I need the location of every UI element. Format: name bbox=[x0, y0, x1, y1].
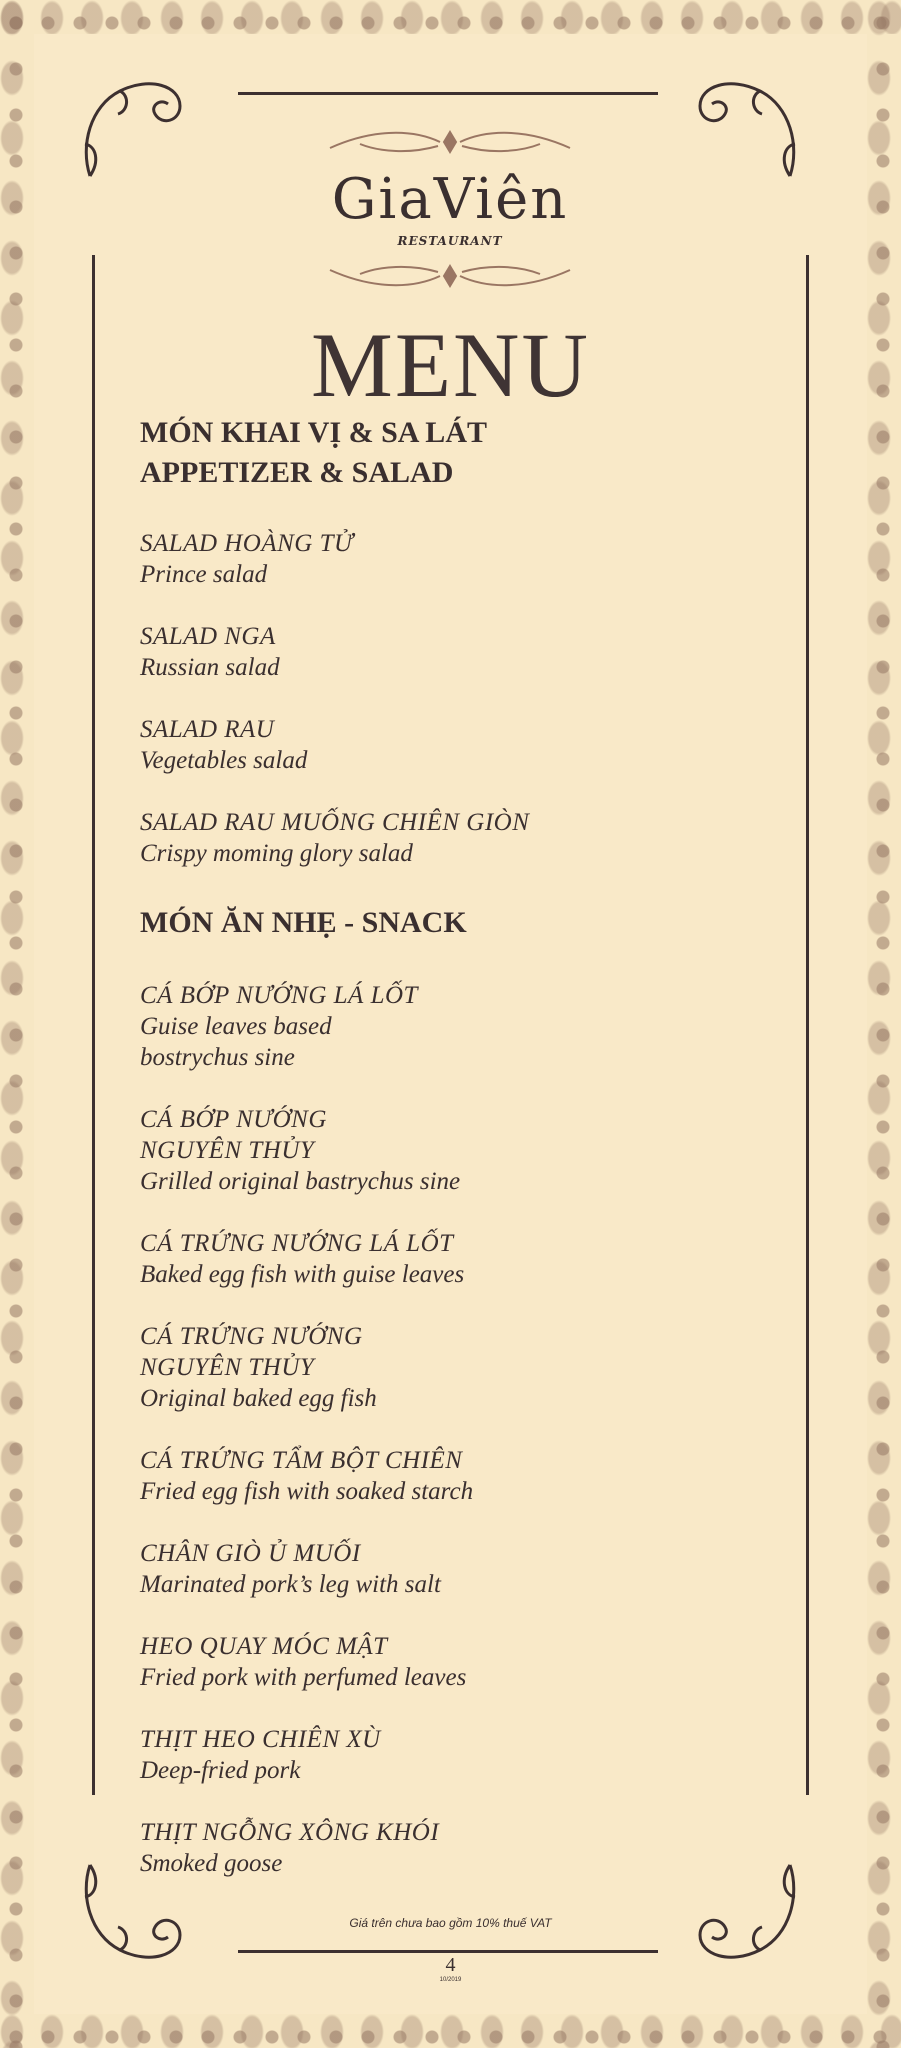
menu-item-vn: SALAD RAU MUỐNG CHIÊN GIÒN bbox=[140, 809, 530, 836]
section-heading-appetizer bbox=[140, 413, 487, 493]
page-code: 10/2019 bbox=[439, 1977, 462, 1983]
menu-item-vn: SALAD NGA bbox=[140, 623, 276, 650]
menu-item-en: Marinated pork’s leg with salt bbox=[140, 1571, 441, 1598]
menu-item-en: Vegetables salad bbox=[140, 747, 308, 774]
menu-item-en: Fried pork with perfumed leaves bbox=[140, 1664, 467, 1691]
menu-item-en: Original baked egg fish bbox=[140, 1385, 377, 1412]
menu-item-deep-fried-pork bbox=[140, 1724, 381, 1786]
menu-item-vn: HEO QUAY MÓC MẬT bbox=[140, 1633, 388, 1660]
menu-item-vn: CÁ TRỨNG NƯỚNG bbox=[140, 1323, 363, 1350]
menu-item-vn: CÁ BỚP NƯỚNG LÁ LỐT bbox=[140, 982, 418, 1009]
brand-name: GiaViên bbox=[331, 167, 569, 232]
menu-item-vn: CÁ TRỨNG TẨM BỘT CHIÊN bbox=[140, 1447, 463, 1474]
menu-item-en: Fried egg fish with soaked starch bbox=[140, 1478, 474, 1505]
menu-item-prince-salad bbox=[140, 528, 353, 590]
menu-item-vn: CÁ TRỨNG NƯỚNG LÁ LỐT bbox=[140, 1230, 454, 1257]
section-heading-line: MÓN ĂN NHẸ - SNACK bbox=[140, 906, 467, 939]
menu-item-fried-pork-leaves bbox=[140, 1631, 466, 1693]
logo-flourish-top-icon bbox=[320, 124, 580, 160]
menu-item-vn: SALAD RAU bbox=[140, 716, 275, 743]
section-heading-line: APPETIZER & SALAD bbox=[140, 456, 454, 489]
menu-item-vn: THỊT NGỖNG XÔNG KHÓI bbox=[140, 1819, 440, 1846]
menu-item-grilled-fish-original bbox=[140, 1104, 460, 1197]
corner-flourish-top-right-icon bbox=[690, 66, 810, 186]
restaurant-logo bbox=[300, 120, 600, 300]
corner-flourish-top-left-icon bbox=[70, 66, 190, 186]
menu-item-morning-glory-salad bbox=[140, 807, 529, 869]
vat-footnote: Giá trên chưa bao gồm 10% thuế VAT bbox=[349, 1916, 552, 1930]
brand-subtitle: RESTAURANT bbox=[397, 234, 503, 248]
menu-item-en: Russian salad bbox=[140, 654, 280, 681]
menu-item-vn: CÁ BỚP NƯỚNG bbox=[140, 1106, 327, 1133]
ornament-border-right bbox=[867, 0, 901, 2048]
menu-item-vn: NGUYÊN THỦY bbox=[140, 1137, 315, 1164]
menu-item-vegetables-salad bbox=[140, 714, 307, 776]
menu-item-egg-fish-guise bbox=[140, 1228, 464, 1290]
menu-item-en: Prince salad bbox=[140, 561, 268, 588]
frame-rule-right bbox=[806, 255, 809, 1795]
menu-item-vn: SALAD HOÀNG TỬ bbox=[140, 530, 354, 557]
menu-item-en: Crispy moming glory salad bbox=[140, 840, 413, 867]
frame-rule-top bbox=[238, 92, 658, 95]
menu-item-pork-leg bbox=[140, 1538, 441, 1600]
menu-item-en: Guise leaves based bbox=[140, 1013, 332, 1040]
frame-rule-bottom bbox=[238, 1950, 658, 1953]
menu-item-egg-fish-fried bbox=[140, 1445, 473, 1507]
menu-item-vn: CHÂN GIÒ Ủ MUỐI bbox=[140, 1540, 361, 1567]
menu-item-grilled-fish-guise bbox=[140, 980, 418, 1073]
section-heading-snack bbox=[140, 903, 467, 943]
menu-item-vn: THỊT HEO CHIÊN XÙ bbox=[140, 1726, 381, 1753]
ornament-border-top bbox=[0, 0, 901, 34]
ornament-border-bottom bbox=[0, 2014, 901, 2048]
menu-item-en: Grilled original bastrychus sine bbox=[140, 1168, 461, 1195]
menu-item-russian-salad bbox=[140, 621, 280, 683]
logo-flourish-bottom-icon bbox=[320, 258, 580, 294]
page-number: 4 bbox=[445, 1954, 456, 1976]
menu-item-egg-fish-original bbox=[140, 1321, 377, 1414]
menu-item-vn: NGUYÊN THỦY bbox=[140, 1354, 315, 1381]
ornament-border-left bbox=[0, 0, 34, 2048]
frame-rule-left bbox=[92, 255, 95, 1795]
menu-item-en: bostrychus sine bbox=[140, 1044, 295, 1071]
menu-item-smoked-goose bbox=[140, 1817, 439, 1879]
menu-item-en: Deep-fried pork bbox=[140, 1757, 301, 1784]
menu-item-en: Baked egg fish with guise leaves bbox=[140, 1261, 465, 1288]
section-heading-line: MÓN KHAI VỊ & SA LÁT bbox=[140, 416, 487, 449]
menu-item-en: Smoked goose bbox=[140, 1850, 283, 1877]
menu-title: MENU bbox=[311, 314, 590, 416]
